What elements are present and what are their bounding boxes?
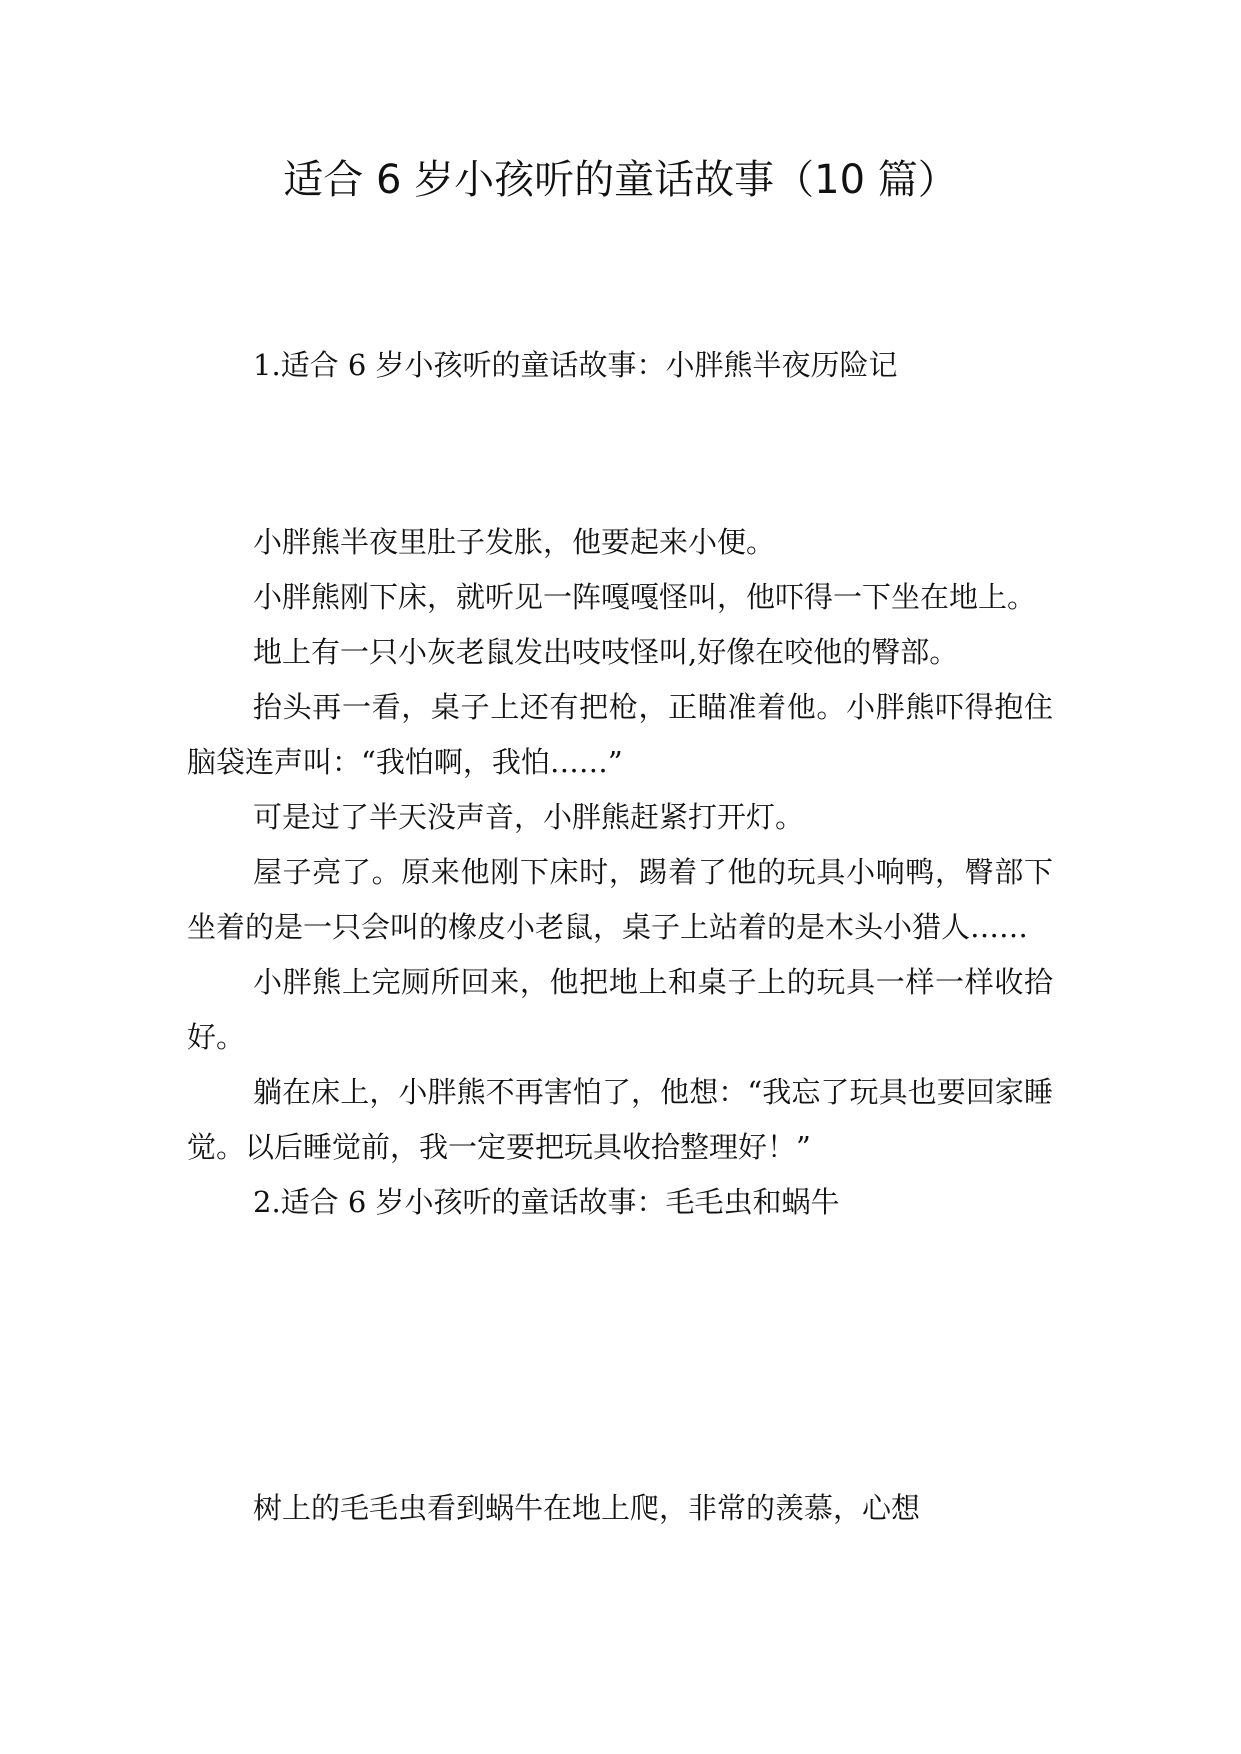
- paragraph: 地上有一只小灰老鼠发出吱吱怪叫,好像在咬他的臀部。: [253, 635, 959, 669]
- paragraph: 可是过了半天没声音，小胖熊赶紧打开灯。: [253, 800, 805, 834]
- paragraph: 小胖熊上完厕所回来，他把地上和桌子上的玩具一样一样收拾好。: [187, 965, 1053, 1054]
- paragraph: 屋子亮了。原来他刚下床时，踢着了他的玩具小响鸭，臀部下坐着的是一只会叫的橡皮小老鼠，桌子上站着的是木头小猎人……: [187, 855, 1053, 944]
- section-1-body: [187, 515, 1053, 1230]
- document-title: 适合 6 岁小孩听的童话故事（10 篇）: [283, 157, 958, 203]
- paragraph: 小胖熊刚下床，就听见一阵嘎嘎怪叫，他吓得一下坐在地上。: [253, 580, 1037, 614]
- section-heading: 1.适合 6 岁小孩听的童话故事：小胖熊半夜历险记: [253, 348, 898, 382]
- section-heading: 2.适合 6 岁小孩听的童话故事：毛毛虫和蜗牛: [253, 1185, 840, 1219]
- paragraph: 树上的毛毛虫看到蜗牛在地上爬，非常的羡慕，心想: [253, 1491, 921, 1525]
- section-2-body: [187, 1481, 1053, 1536]
- paragraph: 小胖熊半夜里肚子发胀，他要起来小便。: [253, 525, 776, 559]
- paragraph: 躺在床上，小胖熊不再害怕了，他想：“我忘了玩具也要回家睡觉。以后睡觉前，我一定要把玩具收拾整理好！”: [187, 1075, 1053, 1164]
- paragraph: 抬头再一看，桌子上还有把枪，正瞄准着他。小胖熊吓得抱住脑袋连声叫：“我怕啊，我怕……”: [187, 690, 1053, 779]
- section-1-heading-block: [187, 338, 1053, 393]
